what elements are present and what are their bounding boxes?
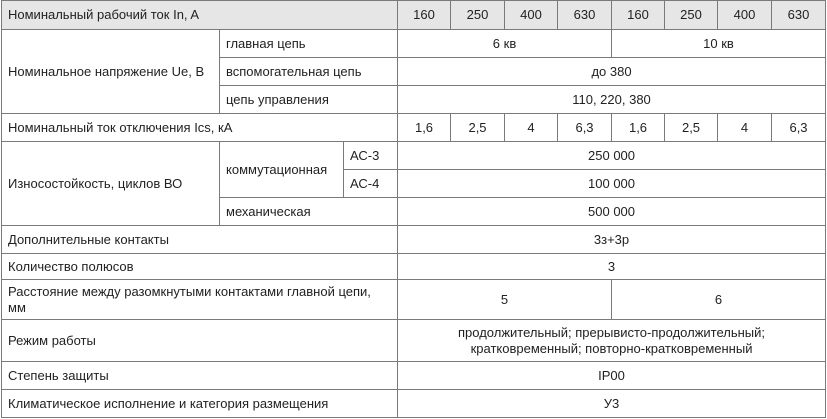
climate-value: У3 bbox=[398, 390, 826, 418]
voltage-control-value: 110, 220, 380 bbox=[398, 86, 826, 114]
current-cell: 630 bbox=[558, 1, 612, 30]
ac4-label: АС-4 bbox=[344, 170, 398, 198]
voltage-label: Номинальное напряжение Ue, В bbox=[2, 30, 220, 114]
voltage-main-label: главная цепь bbox=[220, 30, 398, 58]
mode-value: продолжительный; прерывисто-продолжительный; кратковременный; повторно-кратковременный bbox=[398, 320, 826, 362]
ac3-label: АС-3 bbox=[344, 142, 398, 170]
breaking-cell: 2,5 bbox=[665, 114, 718, 142]
voltage-main-row bbox=[2, 30, 826, 58]
breaking-label: Номинальный ток отключения Ics, кА bbox=[2, 114, 398, 142]
protection-row bbox=[2, 362, 826, 390]
protection-value: IP00 bbox=[398, 362, 826, 390]
current-cell: 630 bbox=[772, 1, 826, 30]
climate-label: Климатическое исполнение и категория размещения bbox=[2, 390, 398, 418]
current-cell: 400 bbox=[718, 1, 772, 30]
aux-contacts-value: 3з+3р bbox=[398, 226, 826, 254]
gap-value: 6 bbox=[612, 280, 826, 320]
header-label: Номинальный рабочий ток In, A bbox=[2, 1, 398, 30]
durability-ac3-row bbox=[2, 142, 826, 170]
breaking-cell: 4 bbox=[505, 114, 558, 142]
voltage-control-label: цепь управления bbox=[220, 86, 398, 114]
breaking-cell: 4 bbox=[718, 114, 772, 142]
breaking-cell: 1,6 bbox=[398, 114, 451, 142]
current-cell: 400 bbox=[505, 1, 558, 30]
durability-switching-label: коммутационная bbox=[220, 142, 344, 198]
mechanical-value: 500 000 bbox=[398, 198, 826, 226]
mode-label: Режим работы bbox=[2, 320, 398, 362]
poles-label: Количество полюсов bbox=[2, 254, 398, 280]
header-row bbox=[2, 1, 826, 30]
durability-label: Износостойкость, циклов ВО bbox=[2, 142, 220, 226]
voltage-main-value: 10 кв bbox=[612, 30, 826, 58]
breaking-cell: 6,3 bbox=[558, 114, 612, 142]
ac3-value: 250 000 bbox=[398, 142, 826, 170]
current-cell: 160 bbox=[398, 1, 451, 30]
breaking-cell: 1,6 bbox=[612, 114, 665, 142]
current-cell: 250 bbox=[665, 1, 718, 30]
ac4-value: 100 000 bbox=[398, 170, 826, 198]
spec-table bbox=[1, 0, 826, 418]
climate-row bbox=[2, 390, 826, 418]
voltage-main-value: 6 кв bbox=[398, 30, 612, 58]
current-cell: 160 bbox=[612, 1, 665, 30]
mechanical-label: механическая bbox=[220, 198, 398, 226]
protection-label: Степень защиты bbox=[2, 362, 398, 390]
breaking-row bbox=[2, 114, 826, 142]
gap-row bbox=[2, 280, 826, 320]
aux-contacts-label: Дополнительные контакты bbox=[2, 226, 398, 254]
voltage-aux-label: вспомогательная цепь bbox=[220, 58, 398, 86]
gap-value: 5 bbox=[398, 280, 612, 320]
poles-row bbox=[2, 254, 826, 280]
breaking-cell: 2,5 bbox=[451, 114, 505, 142]
mode-row bbox=[2, 320, 826, 362]
aux-contacts-row bbox=[2, 226, 826, 254]
voltage-aux-value: до 380 bbox=[398, 58, 826, 86]
poles-value: 3 bbox=[398, 254, 826, 280]
current-cell: 250 bbox=[451, 1, 505, 30]
gap-label: Расстояние между разомкнутыми контактами главной цепи, мм bbox=[2, 280, 398, 320]
breaking-cell: 6,3 bbox=[772, 114, 826, 142]
